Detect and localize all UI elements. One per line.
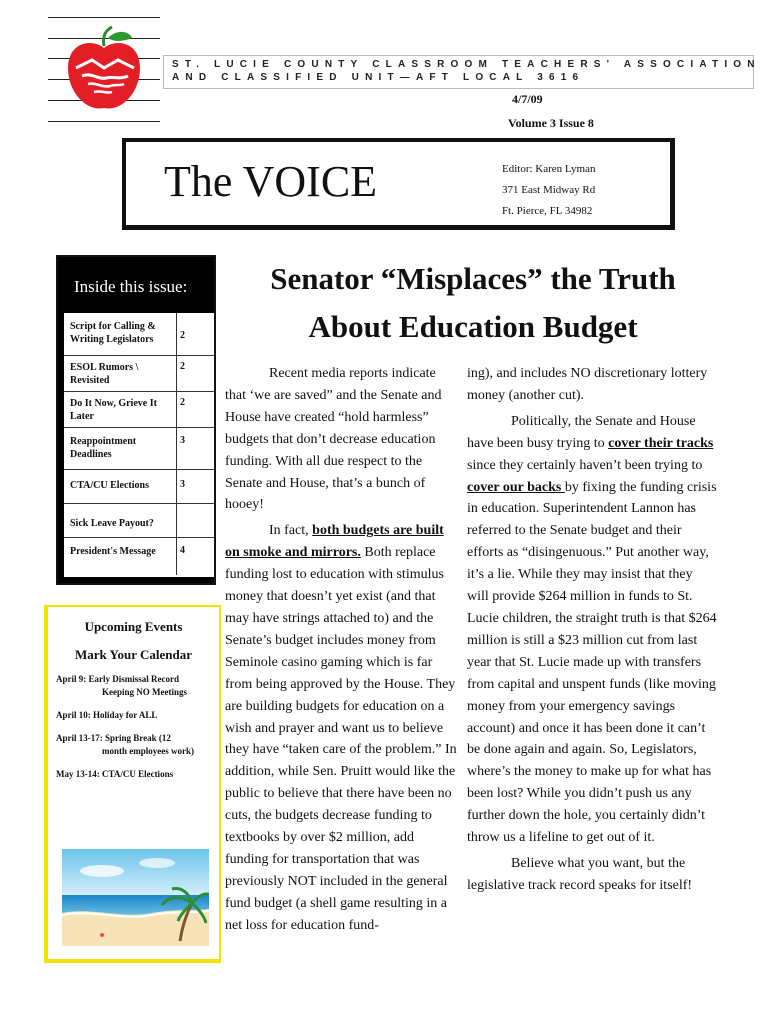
toc-item[interactable]: Do It Now, Grieve It Later [70, 398, 157, 422]
org-name-line2: AND CLASSIFIED UNIT—AFT LOCAL 3616 [172, 72, 585, 83]
toc-heading: Inside this issue: [74, 277, 188, 296]
header-rule [48, 17, 160, 18]
article-paragraph: In fact, both budgets are built on smoke and mirrors. Both replace funding lost to education with stimulus money that doesn’t yet exist (and that may have strings attached to) and the Senate’s budget includes money from Seminole casino gaming which is far from being approved by the House. They are building budgets for education on a wish and prayer and want us to believe they have “taken care of the problem.” In addition, while Sen. Pruitt would like the public to believe that there have been no cuts, the budgets decrease funding to textbooks by over $2 million, add funding for transportation that was previously NOT included in the general fund budget (a shell game resulting in a net loss for education fund- [225, 523, 457, 933]
article-paragraph: Politically, the Senate and House have been busy trying to cover their tracks since they certainly haven’t been trying to cover our backs by fixing the funding crisis in education. Superintendent Lannon has referred to the Senate budget and their efforts as “disingenuous.” Put another way, it’s a lie. While they may insist that they will provide $264 million in funds to St. Lucie children, the straight truth is that $264 million is still a $23 million cut from last year that St. Lucie made up with transfers from capital and unspent funds (like moving money from your emergency savings account) and once it has been done it can’t be done again and again. So, Legislators, where’s the money to make up for what has been lost? While you didn’t push us any further down the hole, you certainly didn’t throw us a lifeline to get out of it. [467, 413, 717, 846]
toc-item[interactable]: ESOL Rumors \ Revisited [70, 362, 139, 386]
event-item: April 13-17: Spring Break (12 month employees work) [56, 733, 194, 756]
header-rule [48, 121, 160, 122]
beach-palm-tree-image [62, 849, 209, 946]
editor-address-line1: 371 East Midway Rd [502, 184, 596, 196]
toc-separator [64, 469, 214, 470]
article-headline: Senator “Misplaces” the Truth About Education Budget [270, 261, 676, 344]
toc-separator [64, 427, 214, 428]
issue-volume: Volume 3 Issue 8 [508, 116, 594, 130]
article-paragraph: Recent media reports indicate that ‘we are saved” and the Senate and House have created “hold harmless” budgets that don’t decrease education funding. With all due respect to the Senate and House, that’s a bunch of hooey! [225, 366, 442, 513]
events-subtitle: Mark Your Calendar [75, 647, 192, 662]
event-item: April 9: Early Dismissal Record Keeping NO Meetings [56, 674, 187, 697]
article-paragraph: Believe what you want, but the legislative track record speaks for itself! [467, 855, 693, 893]
article-column-2 [467, 363, 717, 897]
inside-this-issue-box [56, 255, 216, 585]
editor-name: Editor: Karen Lyman [502, 163, 596, 175]
toc-separator [64, 355, 214, 356]
org-name-line1: ST. LUCIE COUNTY CLASSROOM TEACHERS' ASSOCIATION [172, 59, 761, 70]
toc-item[interactable]: Reappointment Deadlines [70, 436, 137, 460]
article-paragraph: ing), and includes NO discretionary lottery money (another cut). [467, 366, 708, 403]
toc-separator [64, 503, 214, 504]
toc-item[interactable]: Sick Leave Payout? [70, 518, 154, 529]
article-column-1 [225, 363, 457, 937]
event-item: April 10: Holiday for ALL [56, 710, 158, 720]
toc-page-number: 2 [180, 330, 185, 341]
toc-separator [64, 537, 214, 538]
toc-page-number: 2 [180, 361, 185, 372]
emphasis-text: both budgets are built on smoke and mirrors. [225, 523, 444, 561]
toc-list [64, 313, 214, 577]
toc-separator [64, 391, 214, 392]
upcoming-events-box [44, 605, 221, 963]
toc-page-number: 3 [180, 435, 185, 446]
toc-page-number: 4 [180, 545, 185, 556]
emphasis-text: cover our backs [467, 479, 565, 495]
newsletter-title: The VOICE [164, 157, 378, 206]
toc-item[interactable]: President's Message [70, 546, 156, 557]
toc-page-number: 2 [180, 397, 185, 408]
events-title: Upcoming Events [84, 619, 183, 634]
editor-address-line2: Ft. Pierce, FL 34982 [502, 205, 593, 217]
apple-handshake-logo [62, 24, 146, 116]
toc-item[interactable]: Script for Calling & Writing Legislators [70, 321, 156, 345]
toc-divider [176, 313, 177, 575]
org-title-box [163, 55, 761, 89]
issue-date: 4/7/09 [512, 92, 543, 106]
emphasis-text: cover their tracks [608, 435, 714, 451]
masthead [122, 138, 675, 230]
toc-item[interactable]: CTA/CU Elections [70, 480, 149, 491]
toc-page-number: 3 [180, 479, 185, 490]
event-item: May 13-14: CTA/CU Elections [56, 769, 174, 779]
